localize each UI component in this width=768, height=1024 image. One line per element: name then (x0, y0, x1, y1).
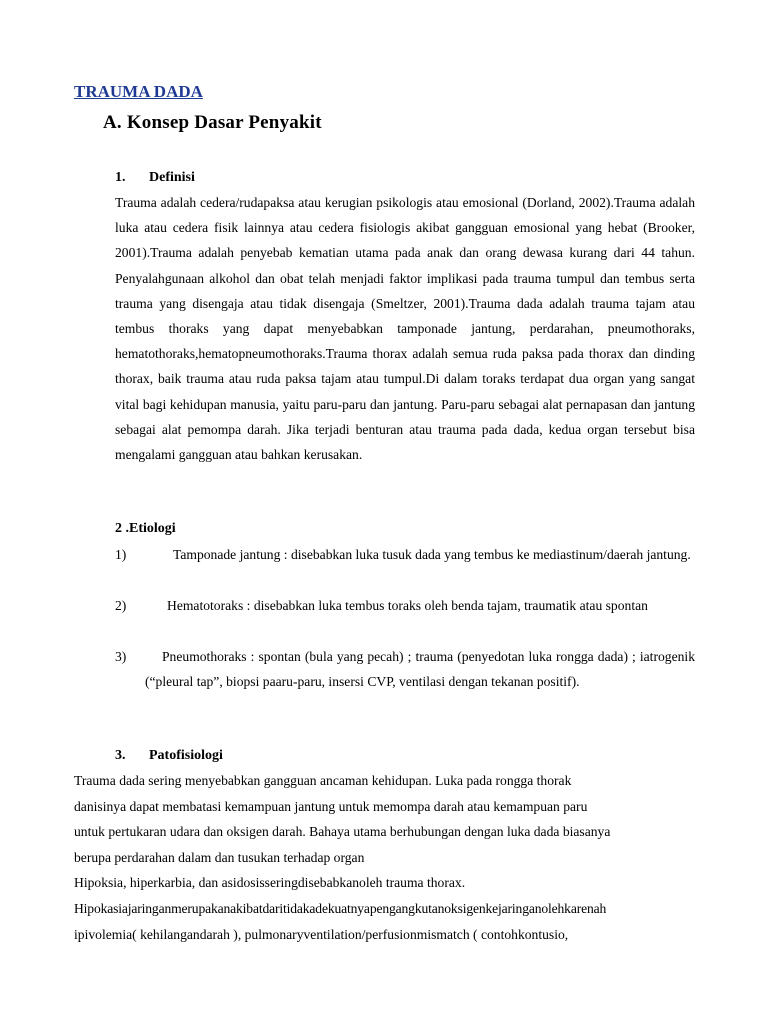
patofisiologi-heading-label: Patofisiologi (149, 748, 223, 763)
definisi-heading-label: Definisi (149, 170, 195, 185)
patofisiologi-heading (115, 748, 223, 764)
section-heading: A. Konsep Dasar Penyakit (103, 112, 322, 133)
etiologi-item-number: 2) (115, 598, 127, 613)
patofisiologi-line: berupa perdarahan dalam dan tusukan terhadap organ (74, 849, 365, 865)
etiologi-item-text: Pneumothoraks : spontan (bula yang pecah) ; trauma (penyedotan luka rongga dada) ; iatrogenik (“pleural tap”, biopsi paaru-paru, insersi CVP, ventilasi dengan tekanan positif). (145, 649, 695, 690)
document-title: TRAUMA DADA (74, 82, 203, 101)
patofisiologi-line: untuk pertukaran udara dan oksigen darah. Bahaya utama berhubungan dengan luka dada biasanya (74, 824, 611, 840)
patofisiologi-line: danisinya dapat membatasi kemampuan jantung untuk memompa darah atau kemampuan paru (74, 798, 588, 814)
definisi-number: 1. (115, 170, 126, 185)
etiologi-item (115, 644, 695, 694)
etiologi-item-number: 1) (115, 547, 127, 562)
patofisiologi-line: ipivolemia( kehilangandarah ), pulmonaryventilation/perfusionmismatch ( contohkontusio, (74, 926, 569, 942)
etiologi-item-number: 3) (115, 649, 127, 664)
definisi-paragraph: Trauma adalah cedera/rudapaksa atau kerugian psikologis atau emosional (Dorland, 2002).Trauma adalah luka atau cedera fisik lainnya atau cedera fisiologis akibat gangguan emosional yang hebat (Brooker, 2001).Trauma adalah penyebab kematian utama pada anak dan orang dewasa kurang dari 44 tahun. Penyalahgunaan alkohol dan obat telah menjadi faktor implikasi pada trauma tumpul dan tembus serta trauma yang disengaja atau tidak disengaja (Smeltzer, 2001).Trauma dada adalah trauma tajam atau tembus thoraks yang dapat menyebabkan tamponade jantung, perdarahan, pneumothoraks, hematothoraks,hematopneumothoraks.Trauma thorax adalah semua ruda paksa pada thorax dan dinding thorax, baik trauma atau ruda paksa tajam atau tumpul.Di dalam toraks terdapat dua organ yang sangat vital bagi kehidupan manusia, yaitu paru-paru dan jantung. Paru-paru sebagai alat pernapasan dan jantung sebagai alat pemompa darah. Jika terjadi benturan atau trauma pada dada, kedua organ tersebut bisa mengalami gangguan atau bahkan kerusakan. (115, 195, 695, 463)
patofisiologi-line: Hipokasiajaringanmerupakanakibatdaritidakadekuatnyapengangkutanoksigenkejaringanolehkarenah (74, 900, 607, 916)
etiologi-item (115, 542, 695, 567)
etiologi-item-text: Tamponade jantung : disebabkan luka tusuk dada yang tembus ke mediastinum/daerah jantung. (173, 547, 691, 562)
patofisiologi-number: 3. (115, 748, 126, 763)
patofisiologi-line: Hipoksia, hiperkarbia, dan asidosisseringdisebabkanoleh trauma thorax. (74, 875, 466, 891)
etiologi-heading: 2 .Etiologi (115, 521, 176, 536)
patofisiologi-paragraph (74, 768, 698, 947)
patofisiologi-line: Trauma dada sering menyebabkan gangguan ancaman kehidupan. Luka pada rongga thorak (74, 773, 572, 788)
etiologi-item-text: Hematotoraks : disebabkan luka tembus toraks oleh benda tajam, traumatik atau spontan (167, 598, 648, 613)
etiologi-item (115, 593, 695, 618)
definisi-heading (115, 170, 195, 186)
